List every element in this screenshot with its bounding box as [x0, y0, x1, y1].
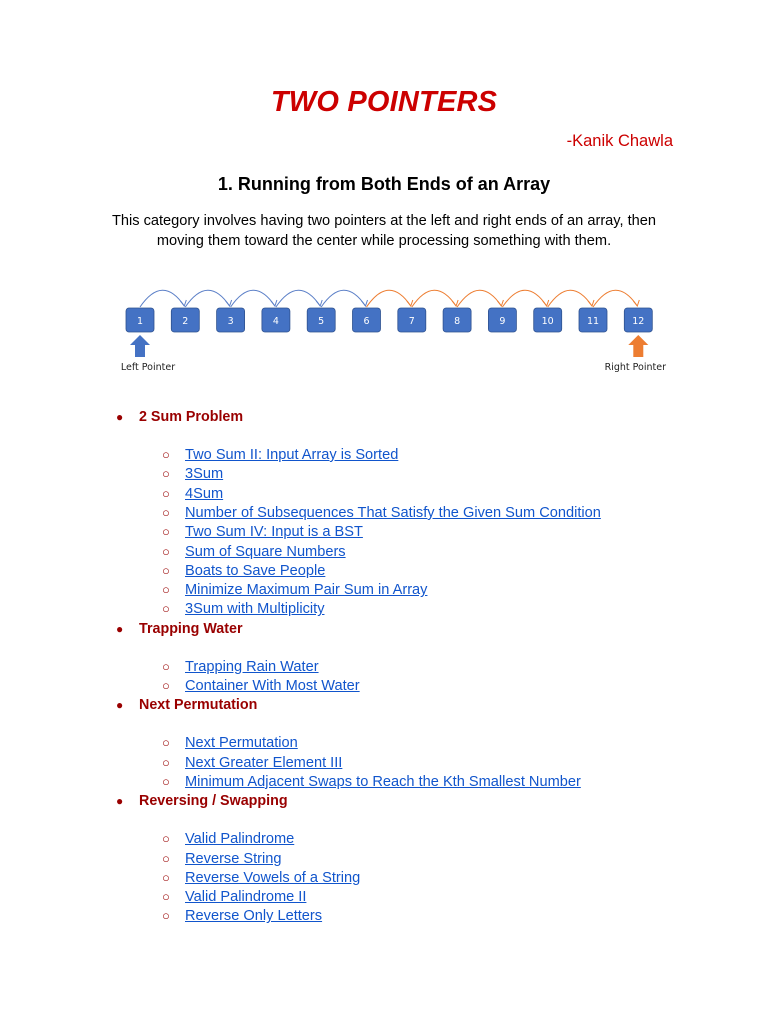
hollow-bullet-icon: ○ [162, 869, 170, 885]
problem-link[interactable]: Valid Palindrome II [185, 889, 307, 906]
bullet-icon: ● [116, 698, 124, 713]
array-cell-label: 9 [499, 316, 506, 327]
problem-list-item [162, 544, 346, 560]
arc-arrowhead [633, 300, 639, 306]
arc-arrowhead [362, 300, 368, 306]
topic-heading [116, 409, 243, 425]
problem-list-item [162, 486, 223, 502]
arc-arrowhead [452, 300, 458, 306]
array-cell-label: 6 [363, 316, 370, 327]
topic-label: Next Permutation [139, 697, 258, 714]
hollow-bullet-icon: ○ [162, 908, 170, 924]
problem-link[interactable]: Reverse String [185, 850, 282, 867]
problem-list-item [162, 466, 223, 482]
array-cell-label: 12 [632, 316, 645, 327]
two-pointer-diagram [110, 275, 670, 380]
problem-link[interactable]: Reverse Vowels of a String [185, 869, 361, 886]
hollow-bullet-icon: ○ [162, 524, 170, 540]
problem-link[interactable]: Two Sum IV: Input is a BST [185, 524, 363, 541]
problem-link[interactable]: Minimize Maximum Pair Sum in Array [185, 582, 428, 599]
hollow-bullet-icon: ○ [162, 562, 170, 578]
arc-arrowhead [226, 300, 232, 306]
hollow-bullet-icon: ○ [162, 504, 170, 520]
left-pointer-arrow-icon [130, 335, 150, 357]
problem-list-item [162, 447, 398, 463]
pointer-arc [457, 290, 501, 307]
problem-list-item [162, 735, 298, 751]
right-pointer-arrow-icon [628, 335, 648, 357]
hollow-bullet-icon: ○ [162, 447, 170, 462]
hollow-bullet-icon: ○ [162, 831, 170, 847]
bullet-icon: ● [116, 621, 124, 636]
problem-link[interactable]: Minimum Adjacent Swaps to Reach the Kth Smallest Number [185, 773, 581, 790]
hollow-bullet-icon: ○ [162, 485, 170, 501]
arc-arrowhead [407, 300, 413, 306]
problem-list-item [162, 505, 601, 521]
problem-link[interactable]: Next Permutation [185, 735, 298, 752]
problem-list-item [162, 851, 282, 867]
hollow-bullet-icon: ○ [162, 889, 170, 905]
pointer-arc [412, 290, 456, 307]
problem-list-item [162, 889, 306, 905]
pointer-arc [593, 290, 637, 307]
section-heading: 1. Running from Both Ends of an Array [217, 174, 551, 194]
two-pointer-diagram-svg [110, 275, 670, 375]
topic-label: Reversing / Swapping [139, 793, 288, 810]
pointer-arc [321, 290, 365, 307]
array-cell-label: 5 [318, 316, 325, 327]
pointer-arc [548, 290, 592, 307]
problem-list-item [162, 908, 322, 924]
array-cell-label: 10 [541, 316, 554, 327]
problem-list-item [162, 582, 427, 598]
problem-link[interactable]: Boats to Save People [185, 562, 326, 579]
hollow-bullet-icon: ○ [162, 658, 170, 674]
author-line: -Kanik Chawla [566, 132, 673, 150]
array-cell-label: 4 [272, 316, 279, 327]
pointer-arc [140, 290, 184, 307]
pointer-arc [231, 290, 275, 307]
problem-list-item [162, 755, 342, 771]
bullet-icon: ● [116, 794, 124, 809]
arc-arrowhead [543, 300, 549, 306]
array-cell-label: 1 [136, 316, 144, 327]
array-cell-label: 3 [227, 316, 234, 327]
problem-list-item [162, 870, 360, 886]
problem-list-item [162, 524, 363, 540]
left-pointer-label: Left Pointer [120, 362, 176, 373]
hollow-bullet-icon: ○ [162, 678, 170, 693]
pointer-arc [367, 290, 411, 307]
arc-arrowhead [497, 300, 503, 306]
problem-link[interactable]: Two Sum II: Input Array is Sorted [185, 447, 399, 463]
pointer-arc [502, 290, 546, 307]
bullet-icon: ● [116, 410, 124, 424]
problem-list-item [162, 774, 581, 790]
hollow-bullet-icon: ○ [162, 735, 170, 751]
problem-link[interactable]: Next Greater Element III [185, 754, 343, 771]
topic-heading [116, 793, 288, 809]
problem-link[interactable]: 3Sum [185, 466, 224, 483]
problem-link[interactable]: Reverse Only Letters [185, 908, 323, 925]
arc-arrowhead [588, 300, 594, 306]
problem-link[interactable]: 3Sum with Multiplicity [185, 601, 325, 618]
arc-arrowhead [316, 300, 322, 306]
array-cell-label: 11 [586, 316, 600, 327]
topic-heading [116, 621, 243, 637]
array-cell-label: 2 [182, 316, 189, 327]
problem-list-item [162, 831, 294, 847]
arc-arrowhead [180, 300, 186, 306]
hollow-bullet-icon: ○ [162, 773, 170, 789]
hollow-bullet-icon: ○ [162, 850, 170, 866]
intro-paragraph: This category involves having two pointers at the left and right ends of an array, then moving them toward the center while processing something with them. [111, 213, 657, 249]
problem-list-item [162, 659, 319, 675]
problem-link[interactable]: Trapping Rain Water [185, 658, 319, 675]
problem-list-item [162, 678, 360, 694]
hollow-bullet-icon: ○ [162, 754, 170, 770]
hollow-bullet-icon: ○ [162, 543, 170, 559]
pointer-arc [276, 290, 320, 307]
pointer-arc [185, 290, 229, 307]
document-title: TWO POINTERS [270, 86, 498, 118]
topic-label: Trapping Water [139, 620, 243, 637]
problem-list-item [162, 601, 325, 617]
problem-link[interactable]: Valid Palindrome [185, 831, 295, 848]
problem-link[interactable]: Sum of Square Numbers [185, 543, 346, 560]
topic-heading [116, 697, 257, 713]
hollow-bullet-icon: ○ [162, 582, 170, 598]
array-cell-label: 8 [454, 316, 461, 327]
arc-arrowhead [271, 300, 277, 306]
topic-label: 2 Sum Problem [139, 409, 244, 425]
hollow-bullet-icon: ○ [162, 466, 170, 482]
hollow-bullet-icon: ○ [162, 601, 170, 617]
problem-link[interactable]: Number of Subsequences That Satisfy the Given Sum Condition [185, 504, 601, 521]
problem-link[interactable]: Container With Most Water [185, 678, 360, 694]
problem-link[interactable]: 4Sum [185, 485, 224, 502]
problem-list-item [162, 563, 325, 579]
array-cell-label: 7 [408, 316, 415, 327]
right-pointer-label: Right Pointer [604, 362, 666, 373]
